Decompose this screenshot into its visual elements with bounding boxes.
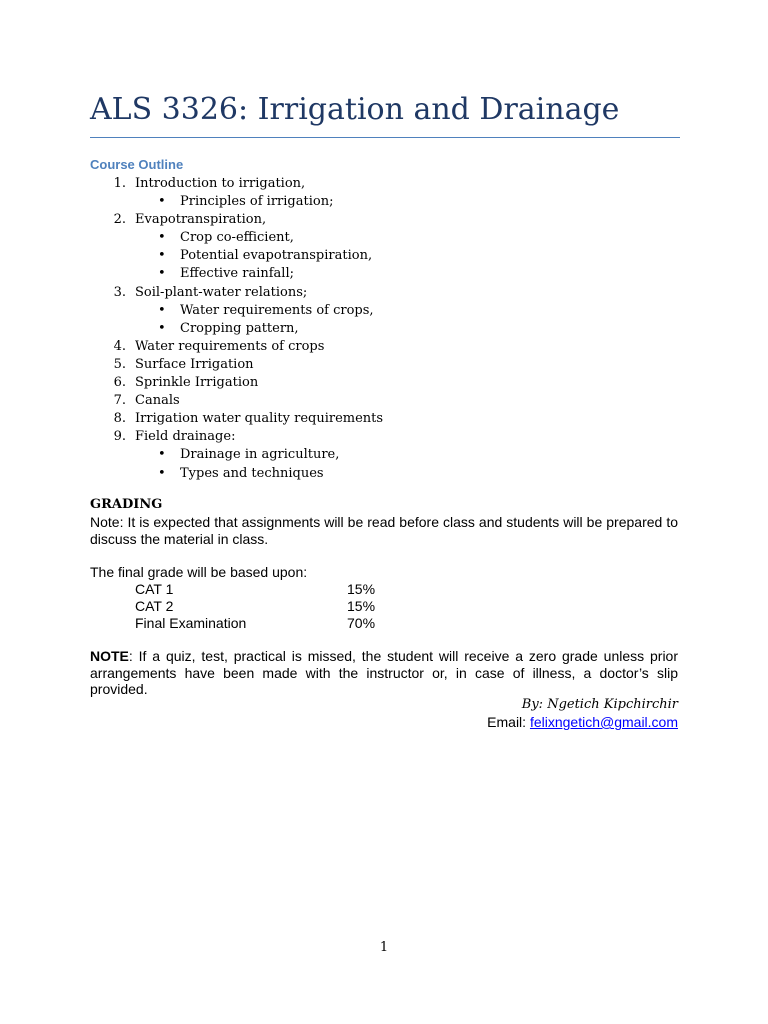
grade-item: Final Examination bbox=[135, 615, 247, 631]
bullet-icon: • bbox=[158, 465, 166, 481]
note-text: : If a quiz, test, practical is missed, the student will receive a zero grade unless prior arrangements have been made with the instructor or, in case of illness, a doctor’s slip provided. bbox=[90, 648, 678, 697]
email-label: Email: bbox=[487, 714, 530, 730]
outline-item bbox=[90, 211, 680, 229]
outline-subitem-text: Effective rainfall; bbox=[180, 266, 295, 282]
grade-row bbox=[135, 598, 395, 615]
missed-assessment-note bbox=[90, 648, 678, 698]
outline-subitem bbox=[90, 229, 680, 247]
title-divider bbox=[90, 137, 680, 138]
outline-subitem-text: Principles of irrigation; bbox=[180, 194, 334, 210]
bullet-icon: • bbox=[158, 320, 166, 336]
outline-item-number: 3. bbox=[113, 284, 126, 300]
bullet-icon: • bbox=[158, 266, 166, 282]
outline-subitem-text: Drainage in agriculture, bbox=[180, 447, 340, 463]
outline-item-text: Evapotranspiration, bbox=[135, 212, 267, 228]
outline-item bbox=[90, 175, 680, 193]
outline-subitem bbox=[90, 320, 680, 338]
course-outline-list bbox=[90, 175, 680, 483]
grading-note: Note: It is expected that assignments will be read before class and students will be prepared to discuss the material in class. bbox=[90, 514, 678, 547]
outline-item-text: Introduction to irrigation, bbox=[135, 176, 306, 191]
bullet-icon: • bbox=[158, 230, 166, 246]
outline-subitem-text: Cropping pattern, bbox=[180, 320, 299, 336]
outline-subitem bbox=[90, 302, 680, 320]
email-line bbox=[487, 714, 678, 731]
outline-item-text: Surface Irrigation bbox=[135, 356, 254, 372]
grade-basis-text: The final grade will be based upon: bbox=[90, 564, 308, 580]
outline-item bbox=[90, 338, 680, 356]
grade-percent: 70% bbox=[347, 615, 376, 631]
grade-percent: 15% bbox=[347, 598, 376, 614]
grade-row bbox=[135, 581, 395, 598]
outline-subitem-text: Potential evapotranspiration, bbox=[180, 248, 373, 264]
outline-subitem bbox=[90, 193, 680, 211]
outline-item bbox=[90, 410, 680, 428]
outline-subitem bbox=[90, 265, 680, 283]
outline-subitem-text: Water requirements of crops, bbox=[180, 302, 374, 318]
outline-item-number: 8. bbox=[113, 411, 126, 427]
bullet-icon: • bbox=[158, 302, 166, 318]
outline-item-text: Soil-plant-water relations; bbox=[135, 284, 308, 300]
course-outline-heading: Course Outline bbox=[90, 157, 184, 172]
outline-item-number: 7. bbox=[113, 393, 126, 409]
outline-item-number: 4. bbox=[113, 338, 126, 354]
outline-item-number: 9. bbox=[113, 429, 126, 445]
page-number: 1 bbox=[379, 940, 389, 955]
outline-item-number: 1. bbox=[113, 176, 126, 191]
grade-percent: 15% bbox=[347, 581, 376, 597]
bullet-icon: • bbox=[158, 194, 166, 210]
outline-item-text: Sprinkle Irrigation bbox=[135, 375, 259, 391]
bullet-icon: • bbox=[158, 447, 166, 463]
outline-item-text: Irrigation water quality requirements bbox=[135, 411, 384, 427]
outline-subitem bbox=[90, 465, 680, 483]
outline-item bbox=[90, 374, 680, 392]
outline-item-text: Field drainage: bbox=[135, 429, 236, 445]
grading-heading: GRADING bbox=[90, 497, 163, 512]
email-link[interactable]: felixngetich@gmail.com bbox=[529, 714, 678, 730]
outline-item-text: Water requirements of crops bbox=[135, 338, 325, 354]
outline-item-number: 5. bbox=[113, 356, 126, 372]
note-label: NOTE bbox=[90, 648, 129, 664]
outline-item-text: Canals bbox=[135, 393, 180, 409]
outline-item bbox=[90, 392, 680, 410]
outline-item bbox=[90, 356, 680, 374]
outline-item-number: 6. bbox=[113, 375, 126, 391]
bullet-icon: • bbox=[158, 248, 166, 264]
page-title: ALS 3326: Irrigation and Drainage bbox=[90, 92, 620, 127]
outline-item bbox=[90, 428, 680, 446]
outline-subitem-text: Crop co-efficient, bbox=[180, 230, 294, 246]
grade-item: CAT 2 bbox=[135, 598, 174, 614]
outline-item bbox=[90, 284, 680, 302]
outline-subitem bbox=[90, 247, 680, 265]
grade-item: CAT 1 bbox=[135, 581, 174, 597]
grade-row bbox=[135, 615, 395, 632]
outline-subitem bbox=[90, 446, 680, 464]
outline-subitem-text: Types and techniques bbox=[180, 465, 324, 481]
outline-item-number: 2. bbox=[113, 212, 126, 228]
author-signature: By: Ngetich Kipchirchir bbox=[521, 697, 678, 712]
